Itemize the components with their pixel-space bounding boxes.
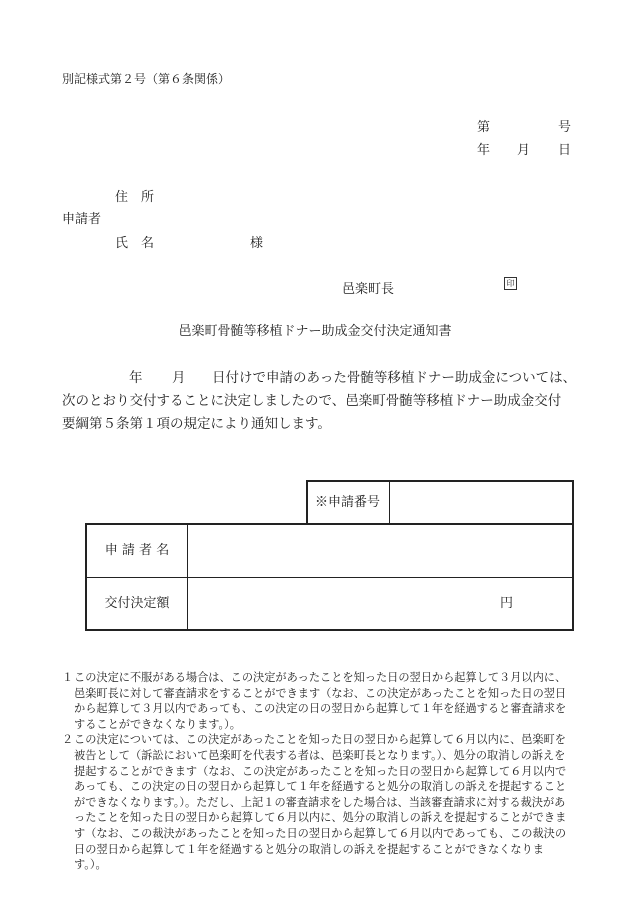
notes: [62, 670, 576, 873]
applicant-name-value[interactable]: [188, 525, 572, 577]
body-line2: 次のとおり交付することに決定しましたので、邑楽町骨髄等移植ドナー助成金交付: [62, 393, 562, 409]
seal-mark: 印: [504, 277, 517, 290]
note-2-number: ２: [62, 733, 74, 747]
body-line1: 日付けで申請のあった骨髄等移植ドナー助成金については、: [212, 370, 577, 386]
body-line3: 要綱第５条第１項の規定により通知します。: [62, 416, 331, 432]
application-number-value[interactable]: [390, 480, 572, 525]
date-month: 月: [517, 143, 531, 158]
form-label: 別記様式第２号（第６条関係）: [62, 72, 231, 86]
amount-label: 交付決定額: [104, 596, 170, 611]
issuer-title: 邑楽町長: [342, 282, 395, 297]
name-label: 氏 名: [115, 236, 155, 251]
address-label: 住 所: [115, 190, 155, 205]
honorific: 様: [250, 236, 264, 251]
application-number-label: ※申請番号: [314, 495, 380, 510]
number-dai: 第: [477, 120, 491, 135]
note-1: [62, 670, 576, 732]
note-1-text: この決定に不服がある場合は、この決定があったことを知った日の翌日から起算して３月以内に、邑楽町長に対して審査請求をすることができます（なお、この決定があったことを知った日の翌日から起算して３月以内であっても、この決定の日の翌日から起算して１年を経過すると審査請求をすることができなくなります。）。: [74, 671, 567, 731]
date-year: 年: [477, 143, 491, 158]
date-day: 日: [558, 143, 572, 158]
note-1-number: １: [62, 671, 74, 684]
applicant-name-label: 申 請 者 名: [104, 543, 170, 558]
number-go: 号: [558, 120, 572, 135]
applicant-group-label: 申請者: [62, 212, 102, 227]
body-year: 年: [129, 370, 143, 386]
document-title: 邑楽町骨髄等移植ドナー助成金交付決定通知書: [178, 324, 452, 339]
amount-unit: 円: [500, 596, 514, 611]
body-month: 月: [172, 370, 186, 386]
note-2: [62, 732, 576, 872]
note-2-text: この決定については、この決定があったことを知った日の翌日から起算して６月以内に、邑楽町を被告として（訴訟において邑楽町を代表する者は、邑楽町長となります。）、処分の取消しの訴えを提起することができます（なお、この決定があったことを知った日の翌日から起算して６月以内であっても、この決定の日の翌日から起算して１年を経過すると処分の取消しの訴えを提起することができなくなります。）。ただし、上記１の審査請求をした場合は、当該審査請求に対する裁決があったことを知った日の翌日から起算して６月以内に、処分の取消しの訴えを提起することができます（なお、この裁決があったことを知った日の翌日から起算して６月以内であっても、この裁決の日の翌日から起算して１年を経過すると処分の取消しの訴えを提起することができなくなります。）。: [74, 733, 567, 872]
